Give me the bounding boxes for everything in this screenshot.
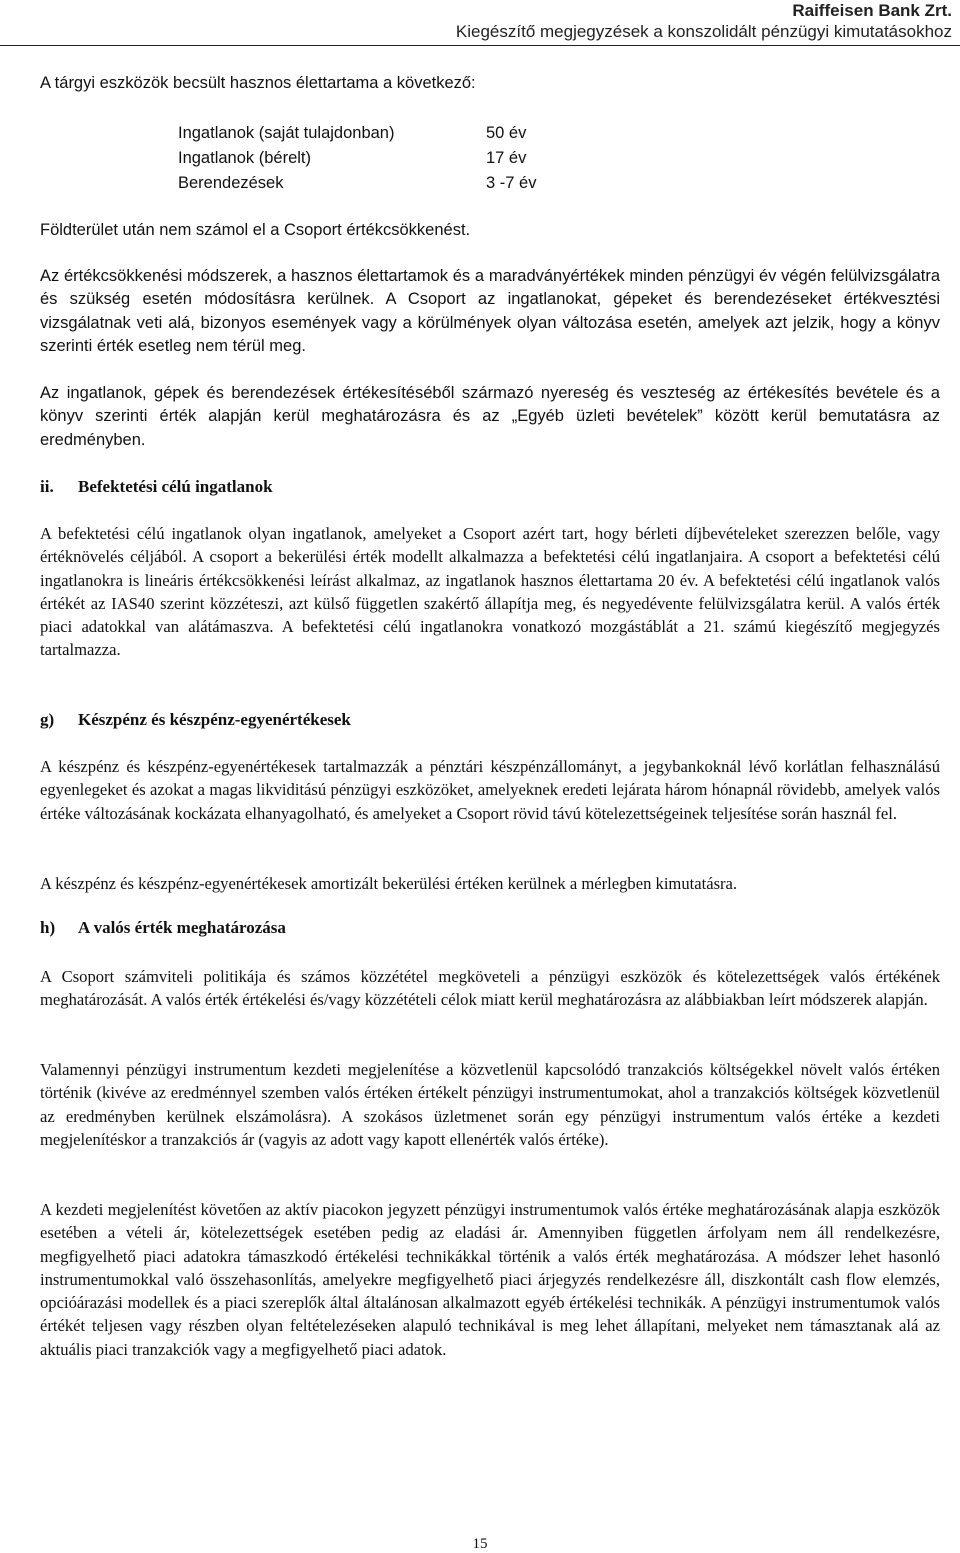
disposal-paragraph: Az ingatlanok, gépek és berendezések értékesítéséből származó nyereség és veszteség az értékesítés bevétele és a könyv szerinti érték alapján kerül meghatározásra és az „Egyéb üzleti bevételek” között kerül bemutatásra az eredményben.	[40, 384, 940, 449]
useful-life-intro: A tárgyi eszközök becsült hasznos élettartama a következő:	[40, 74, 476, 92]
asset-name: Berendezések	[178, 174, 284, 192]
cash-paragraph: A készpénz és készpénz-egyenértékesek tartalmazzák a pénztári készpénzállományt, a jegybankoknál lévő korlátlan felhasználású egyenlegeket és azokat a magas likviditású pénzügyi eszközöket, amelyeknek eredeti lejárata három hónapnál rövidebb, amelyek valós értéke változásának kockázata elhanyagolható, és amelyeket a Csoport rövid távú kötelezettségeinek teljesítése során használ fel.	[40, 757, 940, 823]
table-row	[178, 146, 536, 171]
land-note: Földterület után nem számol el a Csoport értékcsökkenést.	[40, 221, 471, 239]
section-title: A valós érték meghatározása	[78, 918, 286, 937]
table-row	[178, 121, 536, 146]
depreciation-review-paragraph: Az értékcsökkenési módszerek, a hasznos élettartamok és a maradványértékek minden pénzügyi év végén felülvizsgálatra és szükség esetén módosításra kerülnek. A Csoport az ingatlanokat, gépeket és berendezéseket értékvesztési vizsgálatnak veti alá, bizonyos események vagy a körülmények olyan változása esetén, amelyek azt jelzik, hogy a könyv szerinti érték esetleg nem térül meg.	[40, 267, 940, 355]
document-subtitle: Kiegészítő megjegyzések a konszolidált pénzügyi kimutatásokhoz	[455, 22, 952, 41]
page-number: 15	[472, 1536, 488, 1552]
table-row	[178, 171, 536, 196]
asset-life: 17 év	[486, 149, 527, 167]
section-title: Befektetési célú ingatlanok	[78, 477, 273, 496]
investment-property-paragraph: A befektetési célú ingatlanok olyan ingatlanok, amelyeket a Csoport azért tart, hogy bérleti díjbevételeket szerezzen belőle, vagy értéknövelés céljából. A csoport a bekerülési érték modellt alkalmazza a befektetési célú ingatlanjaira. A csoport a befektetési célú ingatlanokra is lineáris értékcsökkenési leírást alkalmaz, az ingatlanok hasznos élettartama 20 év. A befektetési célú ingatlanok valós értékét az IAS40 szerint közzéteszi, azt külső független szakértő állapítja meg, és negyedévente felülvizsgálatra kerül. A valós érték piaci adatokkal van alátámaszva. A befektetési célú ingatlanokra vonatkozó mozgástáblát a 21. számú kiegészítő megjegyzés tartalmazza.	[40, 524, 940, 660]
section-number: h)	[40, 918, 56, 937]
fair-value-paragraph-1: A Csoport számviteli politikája és számos közzététel megköveteli a pénzügyi eszközök és kötelezettségek valós értékének meghatározását. A valós érték értékelési és/vagy közzétételi célok miatt kerül meghatározásra az alábbiakban leírt módszerek alapján.	[40, 967, 940, 1010]
section-heading-fair-value	[40, 918, 286, 938]
cash-measurement-paragraph: A készpénz és készpénz-egyenértékesek amortizált bekerülési értéken kerülnek a mérlegben kimutatásra.	[40, 874, 738, 893]
page-header	[0, 0, 960, 46]
fair-value-paragraph-2: Valamennyi pénzügyi instrumentum kezdeti megjelenítése a közvetlenül kapcsolódó tranzakciós költségekkel növelt valós értéken történik (kivéve az eredménnyel szemben valós értéken értékelt pénzügyi instrumentumokat, ahol a tranzakciós költségek közvetlenül az eredményben kerülnek elszámolásra). A szokásos üzletmenet során egy pénzügyi instrumentum valós értéke a kezdeti megjelenítéskor a tranzakciós ár (vagyis az adott vagy kapott ellenérték valós értéke).	[40, 1060, 940, 1149]
asset-name: Ingatlanok (saját tulajdonban)	[178, 124, 395, 142]
fair-value-paragraph-3: A kezdeti megjelenítést követően az aktív piacokon jegyzett pénzügyi instrumentumok valós értéke meghatározásának alapja eszközök esetében a vételi ár, kötelezettségek esetében pedig az eladási ár. Amennyiben független árfolyam nem áll rendelkezésre, megfigyelhető piaci adatokra támaszkodó értékelési technikákkal történik a valós érték meghatározása. A módszer lehet hasonló instrumentumokkal való összehasonlítás, amelyekre megfigyelhető piaci árjegyzés rendelkezésre áll, diszkontált cash flow elemzés, opcióárazási modellek és a piaci szereplők által általánosan alkalmazott egyéb értékelési technikák. A pénzügyi instrumentumok valós értékét teljesen vagy részben olyan feltételezéseken alapuló technikával is meg lehet állapítani, melyeket nem támasztanak alá az aktuális piaci tranzakciók vagy a megfigyelhető piaci adatok.	[40, 1200, 940, 1359]
useful-life-table	[178, 121, 536, 196]
asset-life: 50 év	[486, 124, 527, 142]
section-title: Készpénz és készpénz-egyenértékesek	[78, 710, 351, 729]
asset-life: 3 -7 év	[486, 174, 537, 192]
header-divider	[0, 45, 960, 46]
section-heading-investment-property	[40, 477, 273, 497]
section-number: ii.	[40, 477, 54, 496]
bank-name: Raiffeisen Bank Zrt.	[792, 1, 952, 20]
section-number: g)	[40, 710, 55, 729]
asset-name: Ingatlanok (bérelt)	[178, 149, 311, 167]
section-heading-cash	[40, 710, 351, 730]
